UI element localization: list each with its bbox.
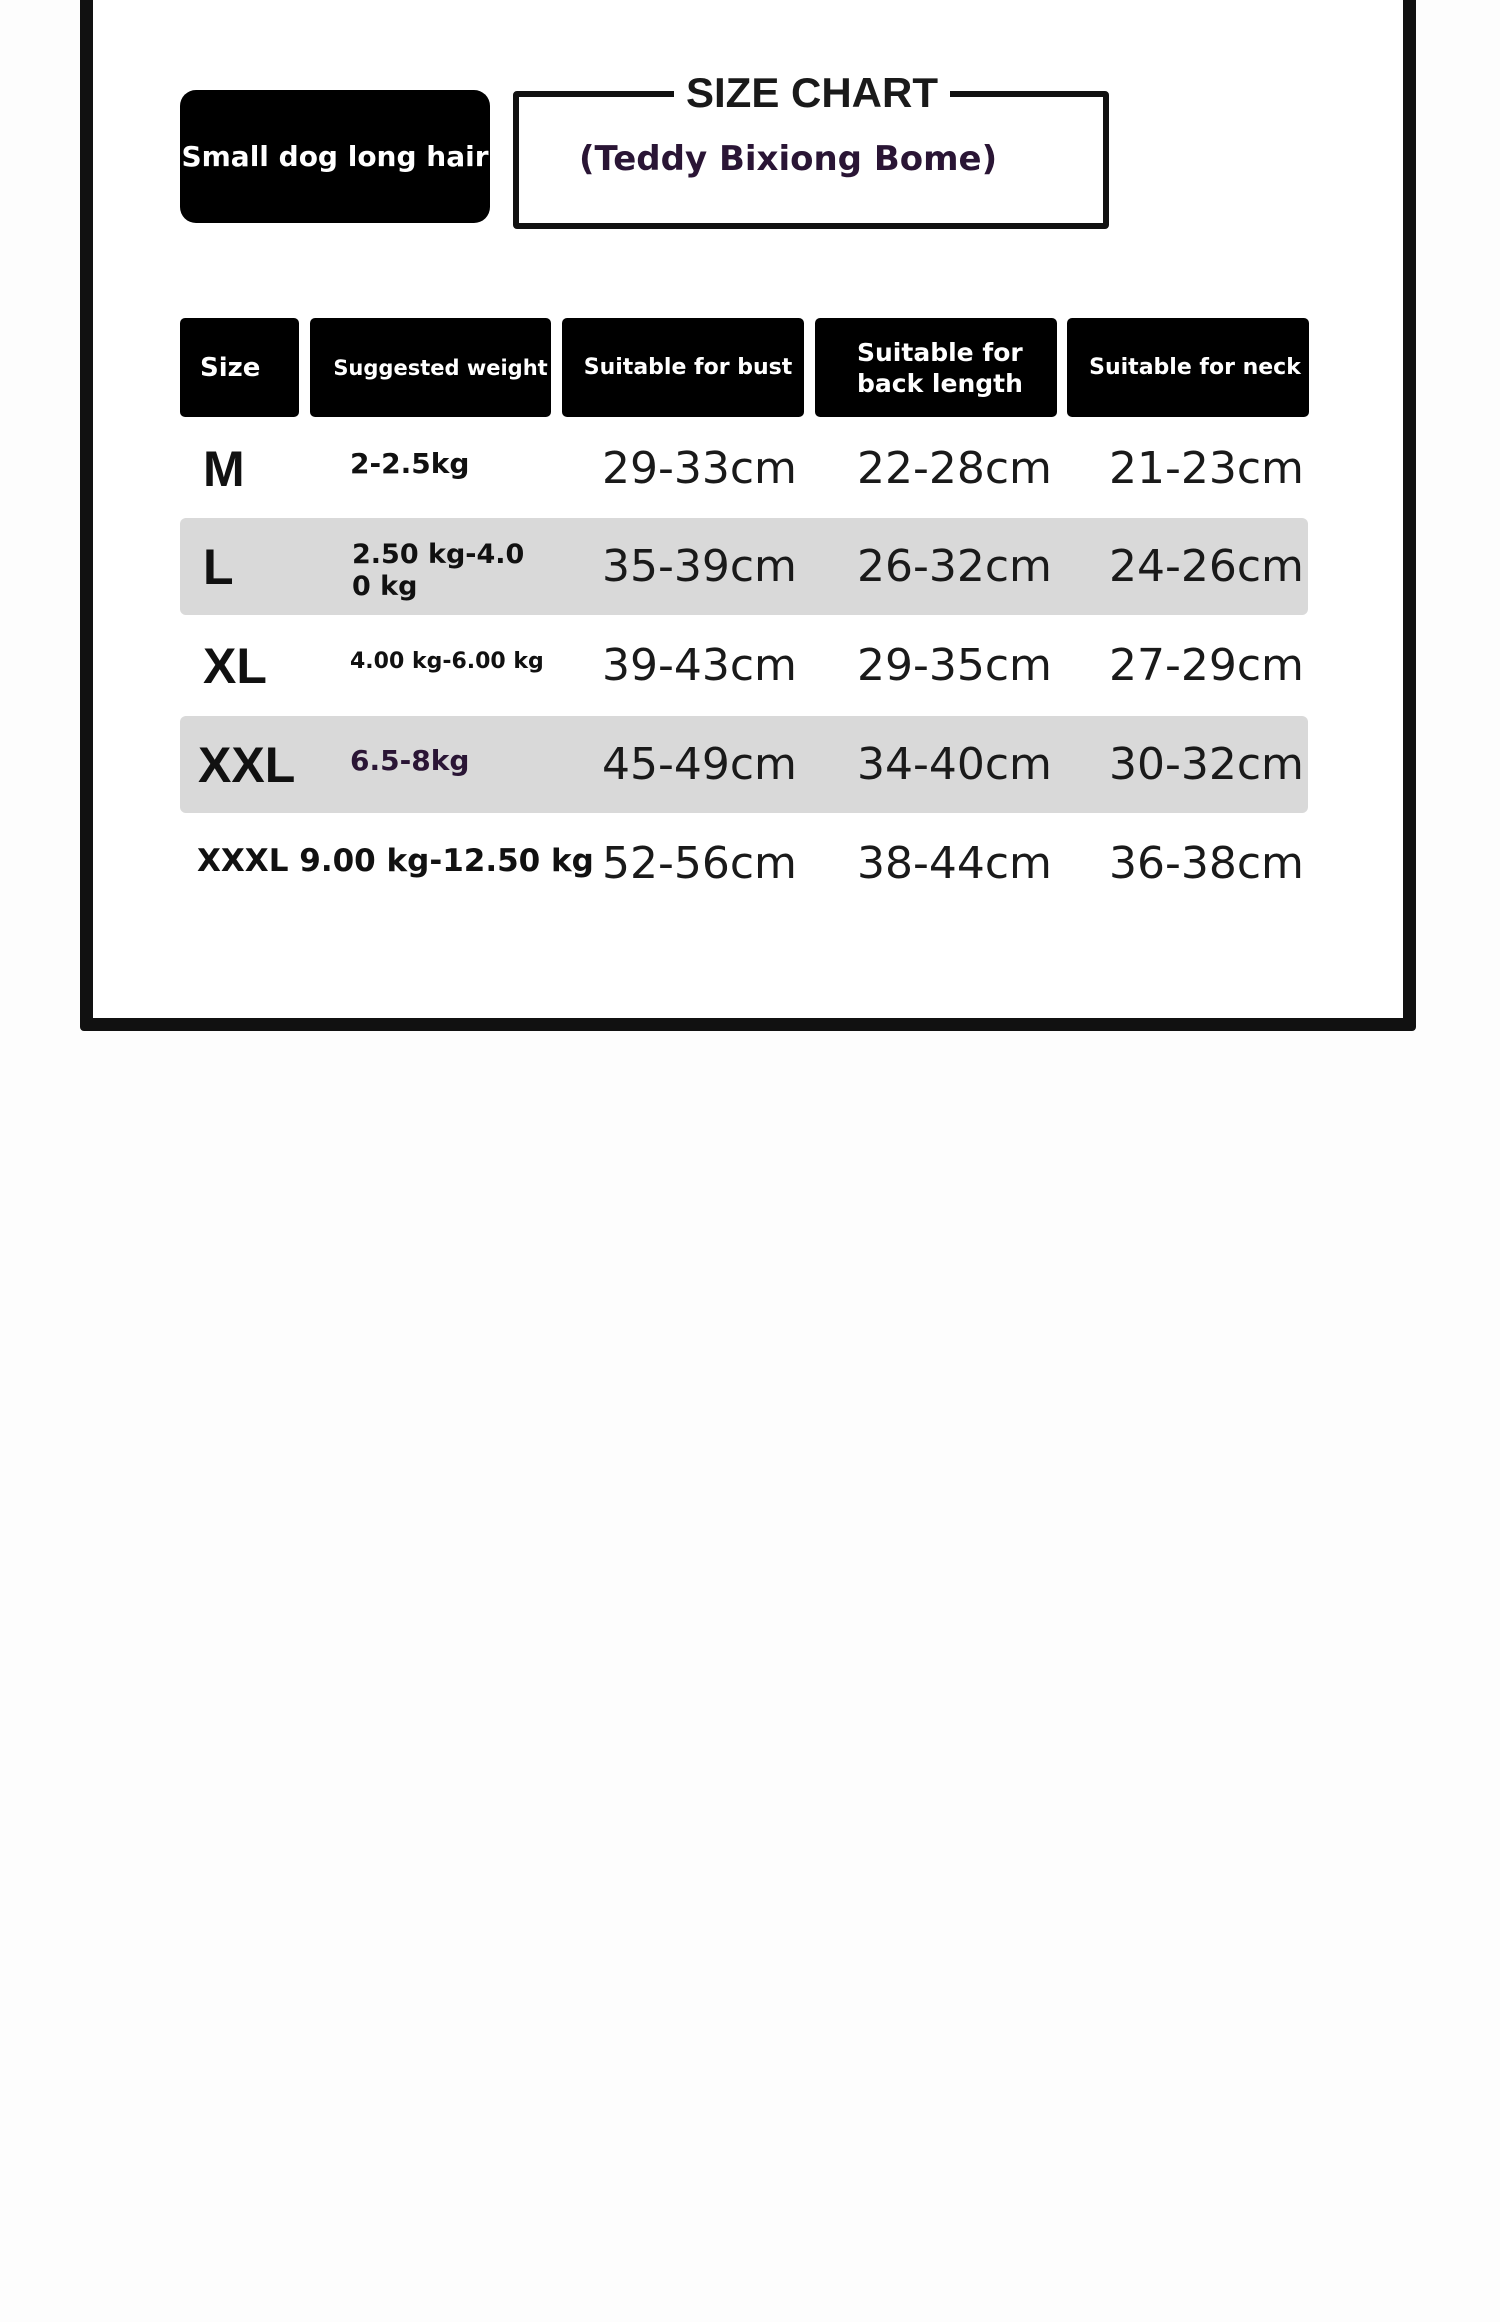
row-xxxl-back xyxy=(857,815,1052,912)
neck-value: 24-26cm xyxy=(1109,541,1304,592)
header-size xyxy=(180,318,299,417)
neck-value: 27-29cm xyxy=(1109,640,1304,691)
back-value: 29-35cm xyxy=(857,640,1052,691)
category-badge-label: Small dog long hair xyxy=(181,140,489,173)
row-m-bust xyxy=(602,420,797,517)
size-label: XXL xyxy=(198,736,296,793)
weight-label: 6.5-8kg xyxy=(350,744,470,777)
title-box xyxy=(513,69,1109,229)
row-l-bust xyxy=(602,518,797,615)
neck-value: 36-38cm xyxy=(1109,838,1304,889)
back-value: 26-32cm xyxy=(857,541,1052,592)
size-weight-label: XXXL 9.00 kg-12.50 kg xyxy=(197,842,594,879)
bust-value: 39-43cm xyxy=(602,640,797,691)
neck-value: 30-32cm xyxy=(1109,739,1304,790)
row-l-size xyxy=(203,518,234,615)
row-xl-back xyxy=(857,617,1052,714)
row-xxxl-size-weight xyxy=(197,812,594,909)
size-label: XL xyxy=(203,637,267,694)
header-back-label: Suitable for back length xyxy=(857,337,1023,398)
row-m-back xyxy=(857,420,1052,517)
row-m-size xyxy=(203,420,245,517)
header-weight-label: Suggested weight xyxy=(333,355,548,380)
row-xxl-weight xyxy=(350,712,469,809)
header-bust-label: Suitable for bust xyxy=(583,355,793,380)
row-m-weight xyxy=(350,415,469,512)
neck-value: 21-23cm xyxy=(1109,443,1304,494)
row-l-weight xyxy=(352,522,524,619)
row-xxxl-neck xyxy=(1109,815,1304,912)
row-l-neck xyxy=(1109,518,1304,615)
row-xxl-neck xyxy=(1109,716,1304,813)
row-xxxl-bust xyxy=(602,815,797,912)
bust-value: 29-33cm xyxy=(602,443,797,494)
chart-subtitle: (Teddy Bixiong Bome) xyxy=(579,139,998,179)
size-label: L xyxy=(203,538,234,595)
row-l-back xyxy=(857,518,1052,615)
row-xxl-back xyxy=(857,716,1052,813)
header-bust xyxy=(562,318,804,417)
header-back-length xyxy=(815,318,1057,417)
bust-value: 52-56cm xyxy=(602,838,797,889)
weight-label: 2-2.5kg xyxy=(350,447,470,480)
header-suggested-weight xyxy=(310,318,551,417)
bust-value: 35-39cm xyxy=(602,541,797,592)
row-xxl-bust xyxy=(602,716,797,813)
back-value: 38-44cm xyxy=(857,838,1052,889)
category-badge xyxy=(180,90,490,223)
row-xl-bust xyxy=(602,617,797,714)
row-m-neck xyxy=(1109,420,1304,517)
row-xl-neck xyxy=(1109,617,1304,714)
row-xl-weight xyxy=(350,613,544,710)
row-xxl-size xyxy=(198,716,295,813)
back-value: 22-28cm xyxy=(857,443,1052,494)
back-value: 34-40cm xyxy=(857,739,1052,790)
header-neck xyxy=(1067,318,1309,417)
row-xl-size xyxy=(203,617,267,714)
header-neck-label: Suitable for neck xyxy=(1089,355,1301,380)
header-size-label: Size xyxy=(200,352,261,383)
bust-value: 45-49cm xyxy=(602,739,797,790)
weight-label: 4.00 kg-6.00 kg xyxy=(350,649,544,674)
size-label: M xyxy=(203,440,245,497)
chart-title: SIZE CHART xyxy=(674,67,950,119)
weight-label: 2.50 kg-4.0 0 kg xyxy=(352,538,525,602)
